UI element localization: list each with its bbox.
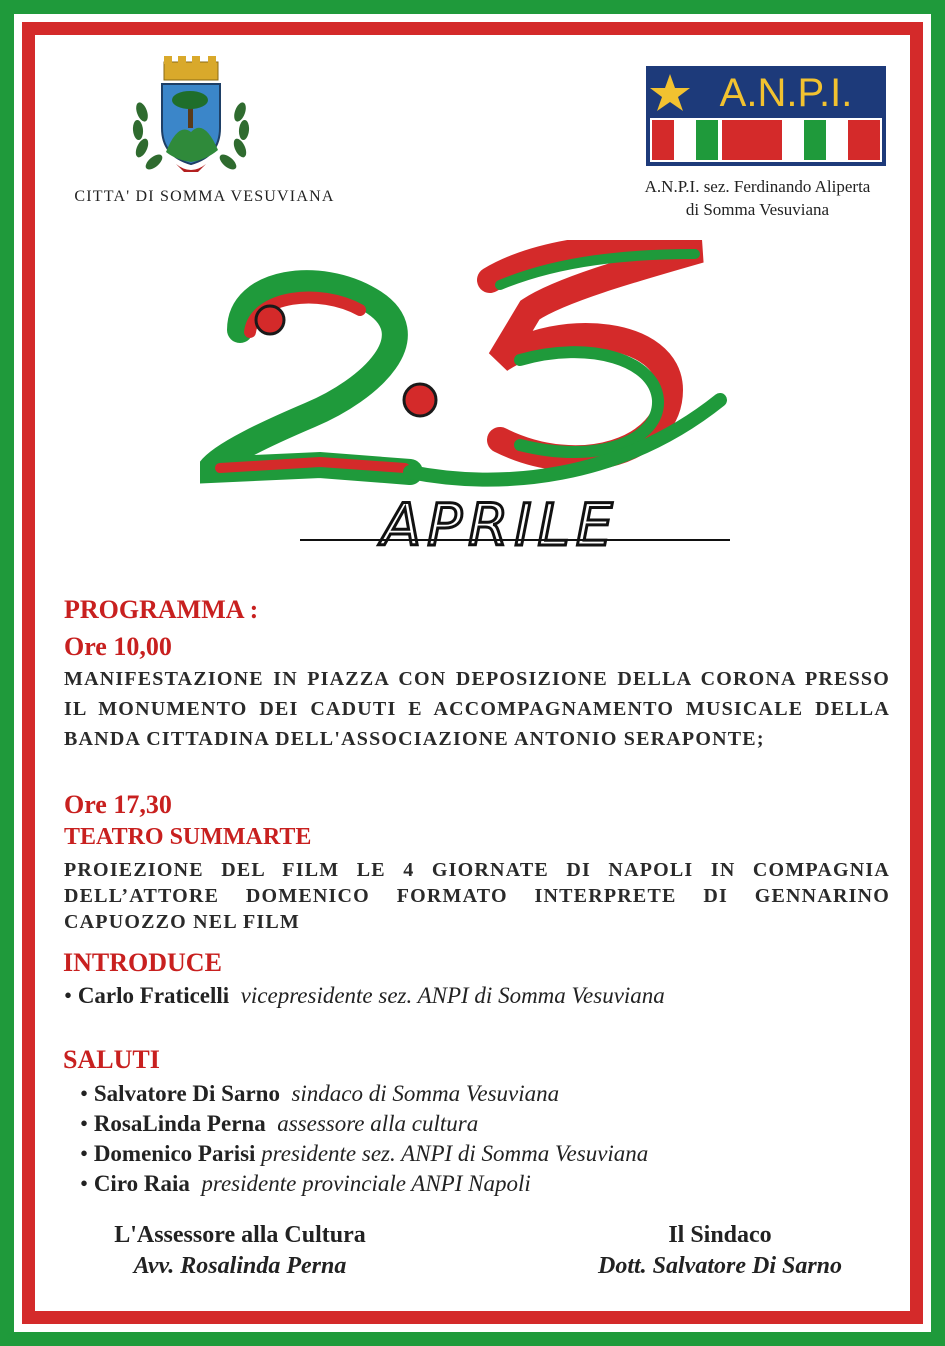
anpi-caption-line1: A.N.P.I. sez. Ferdinando Aliperta [644,177,871,196]
saluti-list [80,1079,648,1199]
program-title: PROGRAMMA : [64,595,259,624]
signature-assessore [60,1220,420,1282]
saluti-name: Ciro Raia [93,1171,190,1196]
signature-name-right: Dott. Salvatore Di Sarno [597,1253,843,1279]
saluti-name: RosaLinda Perna [93,1111,266,1136]
city-name: CITTA' DI SOMMA VESUVIANA [74,188,335,205]
anpi-caption-line2: di Somma Vesuviana [685,200,830,219]
event2-time: Ore 17,30 [64,790,172,819]
signature-role-left: L'Assessore alla Cultura [114,1222,366,1248]
anpi-logo-text: A.N.P.I. [719,71,853,115]
saluti-role: presidente provinciale ANPI Napoli [201,1171,531,1196]
list-item: • Ciro Raia presidente provinciale ANPI Napoli [80,1171,531,1196]
25-aprile-artwork [200,240,760,570]
event1-time: Ore 10,00 [64,632,172,661]
introduce-role: vicepresidente sez. ANPI di Somma Vesuviana [240,983,665,1008]
saluti-role: presidente sez. ANPI di Somma Vesuviana [261,1141,649,1166]
aprile-word: APRILE [381,491,619,559]
saluti-name: Domenico Parisi [93,1141,256,1166]
saluti-role: sindaco di Somma Vesuviana [291,1081,560,1106]
event2-description: PROIEZIONE DEL FILM LE 4 GIORNATE DI NAPOLI IN COMPAGNIA DELL’ATTORE DOMENICO FORMATO INTERPRETE DI GENNARINO CAPUOZZO NEL FILM [64,859,890,933]
introduce-name: Carlo Fraticelli [77,983,230,1008]
anpi-caption [620,175,895,221]
signature-sindaco [540,1220,900,1282]
saluti-name: Salvatore Di Sarno [93,1081,280,1106]
saluti-role: assessore alla cultura [277,1111,479,1136]
city-coat-of-arms-icon [128,52,254,180]
anpi-logo [646,66,886,166]
event1-description: MANIFESTAZIONE IN PIAZZA CON DEPOSIZIONE DELLA CORONA PRESSO IL MONUMENTO DEI CADUTI E ACCOMPAGNAMENTO MUSICALE DELLA BANDA CITTADINA DELL'ASSOCIAZIONE ANTONIO SERAPONTE; [64,668,890,750]
list-item: • RosaLinda Perna assessore alla cultura [80,1111,479,1136]
introduce-title: INTRODUCE [63,948,222,977]
list-item: • Domenico Parisi presidente sez. ANPI di Somma Vesuviana [80,1141,649,1166]
signature-role-right: Il Sindaco [668,1222,772,1248]
signature-name-left: Avv. Rosalinda Perna [133,1253,347,1279]
introduce-line: • Carlo Fraticelli vicepresidente sez. ANPI di Somma Vesuviana [64,983,665,1008]
list-item: • Salvatore Di Sarno sindaco di Somma Vesuviana [80,1081,560,1106]
event2-venue: TEATRO SUMMARTE [64,824,312,850]
saluti-title: SALUTI [63,1045,160,1074]
